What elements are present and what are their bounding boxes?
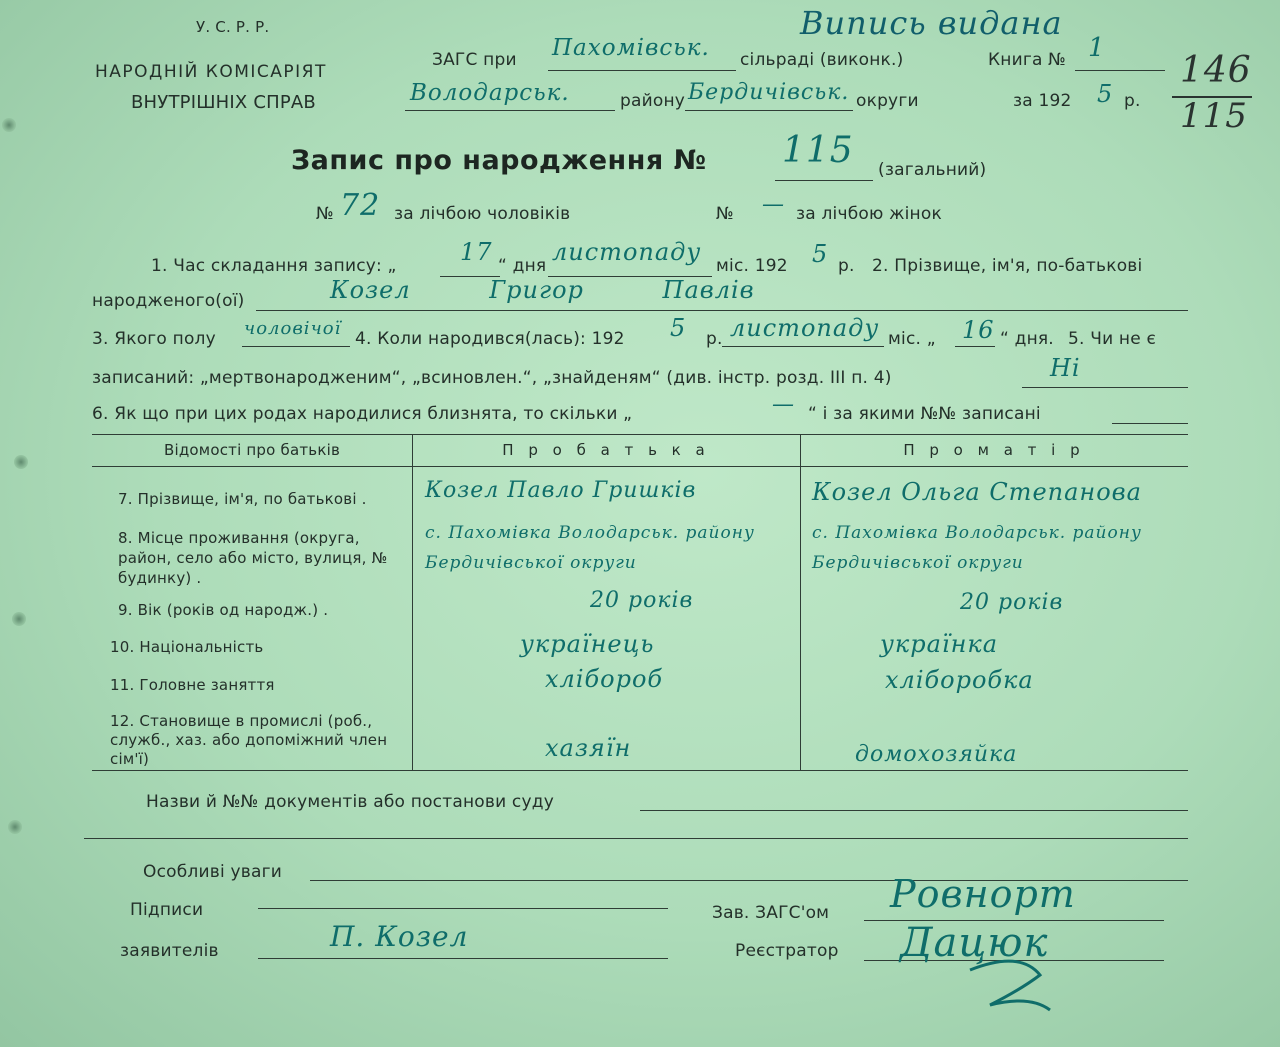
- registrar-signature: Дацюк: [900, 920, 1049, 966]
- women-count-handwritten: —: [762, 192, 785, 217]
- mother-residence-handwritten: с. Пахомівка Володарськ. району Бердичівської округи: [812, 523, 1142, 573]
- men-count-handwritten: 72: [340, 188, 381, 223]
- table-header-father: П р о б а т ь к а: [502, 441, 710, 459]
- row-label-age: 9. Вік (років од народж.) .: [118, 601, 329, 619]
- signature-flourish: [960, 950, 1080, 1020]
- row-label-occupation: 11. Головне заняття: [110, 676, 275, 694]
- father-name-handwritten: Козел Павло Гришків: [425, 478, 697, 503]
- women-count-prefix: №: [716, 204, 734, 224]
- issued-note-handwritten: Випись видана: [800, 4, 1063, 42]
- father-residence-handwritten: с. Пахомівка Володарськ. району Бердичівської округи: [425, 523, 755, 573]
- q4-month-word: міс. „: [888, 329, 936, 349]
- registrar-label: Реєстратор: [735, 941, 839, 961]
- zags-label: ЗАГС при: [432, 50, 517, 70]
- father-occupation-handwritten: хлібороб: [545, 665, 664, 693]
- q5-value-handwritten: Ні: [1050, 354, 1081, 382]
- q1-day-handwritten: 17: [460, 238, 493, 266]
- applicant-signature: П. Козел: [330, 920, 469, 953]
- q1-year-suffix: р.: [838, 256, 855, 276]
- table-header-info: Відомості про батьків: [164, 441, 340, 459]
- signatures-label-2: заявителів: [120, 941, 219, 961]
- q4-month-handwritten: листопаду: [730, 314, 880, 342]
- q1-year-handwritten: 5: [812, 240, 829, 268]
- record-number-handwritten: 115: [782, 130, 854, 171]
- head-label: Зав. ЗАГС'ом: [712, 903, 830, 923]
- commissariat-line1: НАРОДНІЙ КОМІСАРІЯТ: [95, 62, 327, 82]
- head-signature: Ровнорт: [890, 872, 1076, 916]
- q1-month-word: міс. 192: [716, 256, 788, 276]
- village-handwritten: Пахомівськ.: [552, 35, 710, 61]
- book-label: Книга №: [988, 50, 1067, 70]
- q4-label: 4. Коли народився(лась): 192: [355, 329, 625, 349]
- men-count-prefix: №: [316, 204, 334, 224]
- page-number-top: 146: [1180, 50, 1252, 91]
- q5-label-2: записаний: „мертвонародженим“, „всиновлен.“, „знайденям“ (див. інстр. розд. III п. 4): [92, 368, 892, 388]
- signatures-label-1: Підписи: [130, 900, 204, 920]
- row-label-nationality: 10. Національність: [110, 638, 264, 656]
- row-label-name: 7. Прізвище, ім'я, по батькові .: [118, 490, 367, 508]
- year-digit-handwritten: 5: [1097, 80, 1114, 108]
- mother-status-handwritten: домохозяйка: [855, 742, 1018, 767]
- q6-label: 6. Як що при цих родах народилися близнята, то скільки „: [92, 404, 633, 424]
- district-label: району: [620, 91, 686, 111]
- q4-r: р.: [706, 329, 723, 349]
- mother-name-handwritten: Козел Ольга Степанова: [812, 478, 1142, 506]
- father-age-handwritten: 20 років: [590, 588, 694, 613]
- commissariat-line2: ВНУТРІШНІХ СПРАВ: [131, 92, 316, 113]
- page-number-bottom: 115: [1180, 96, 1248, 136]
- q1-day-word: “ дня: [498, 256, 547, 276]
- documents-label: Назви й №№ документів або постанови суду: [146, 792, 554, 812]
- q1-label: 1. Час складання запису: „: [151, 256, 397, 276]
- q3-sex-handwritten: чоловічої: [244, 318, 342, 339]
- binder-hole: [8, 820, 22, 834]
- row-label-status: 12. Становище в промислі (роб., служб., хаз. або допоміжний член сім'ї): [110, 712, 388, 768]
- binder-hole: [12, 612, 26, 626]
- record-title: Запис про народження №: [291, 145, 707, 176]
- q2-name-handwritten: Козел Григор Павлів: [330, 276, 755, 304]
- okrug-label: округи: [856, 91, 919, 111]
- mother-nationality-handwritten: українка: [880, 630, 999, 658]
- okrug-handwritten: Бердичівськ.: [688, 80, 850, 105]
- q6-label-2: “ і за якими №№ записані: [808, 404, 1041, 424]
- binder-hole: [14, 455, 28, 469]
- q1-month-handwritten: листопаду: [552, 238, 702, 266]
- year-suffix: р.: [1124, 91, 1141, 111]
- record-kind: (загальний): [878, 160, 987, 180]
- ussr-label: У. С. Р. Р.: [196, 18, 270, 36]
- table-header-mother: П р о м а т і р: [903, 441, 1085, 459]
- q6-value-handwritten: —: [772, 392, 795, 417]
- q2-label-2: народженого(ої): [92, 291, 245, 311]
- book-number-handwritten: 1: [1088, 33, 1106, 63]
- notes-label: Особливі уваги: [143, 862, 282, 882]
- council-label: сільраді (виконк.): [740, 50, 904, 70]
- q5-label: 5. Чи не є: [1068, 329, 1157, 349]
- q3-label: 3. Якого полу: [92, 329, 216, 349]
- men-count-label: за лічбою чоловіків: [394, 204, 571, 224]
- father-status-handwritten: хазяїн: [545, 734, 632, 762]
- mother-occupation-handwritten: хліборобка: [885, 666, 1034, 694]
- women-count-label: за лічбою жінок: [796, 204, 942, 224]
- q4-day-word: “ дня.: [1000, 329, 1054, 349]
- q4-year-handwritten: 5: [670, 314, 687, 342]
- year-label: за 192: [1013, 91, 1072, 111]
- q4-day-handwritten: 16: [962, 316, 995, 344]
- row-label-residence: 8. Місце проживання (округа, район, село або місто, вулиця, № будинку) .: [118, 529, 388, 587]
- q2-label: 2. Прізвище, ім'я, по-батькові: [872, 256, 1143, 276]
- raion-handwritten: Володарськ.: [410, 80, 570, 106]
- binder-hole: [2, 118, 16, 132]
- father-nationality-handwritten: українець: [520, 630, 655, 658]
- mother-age-handwritten: 20 років: [960, 590, 1064, 615]
